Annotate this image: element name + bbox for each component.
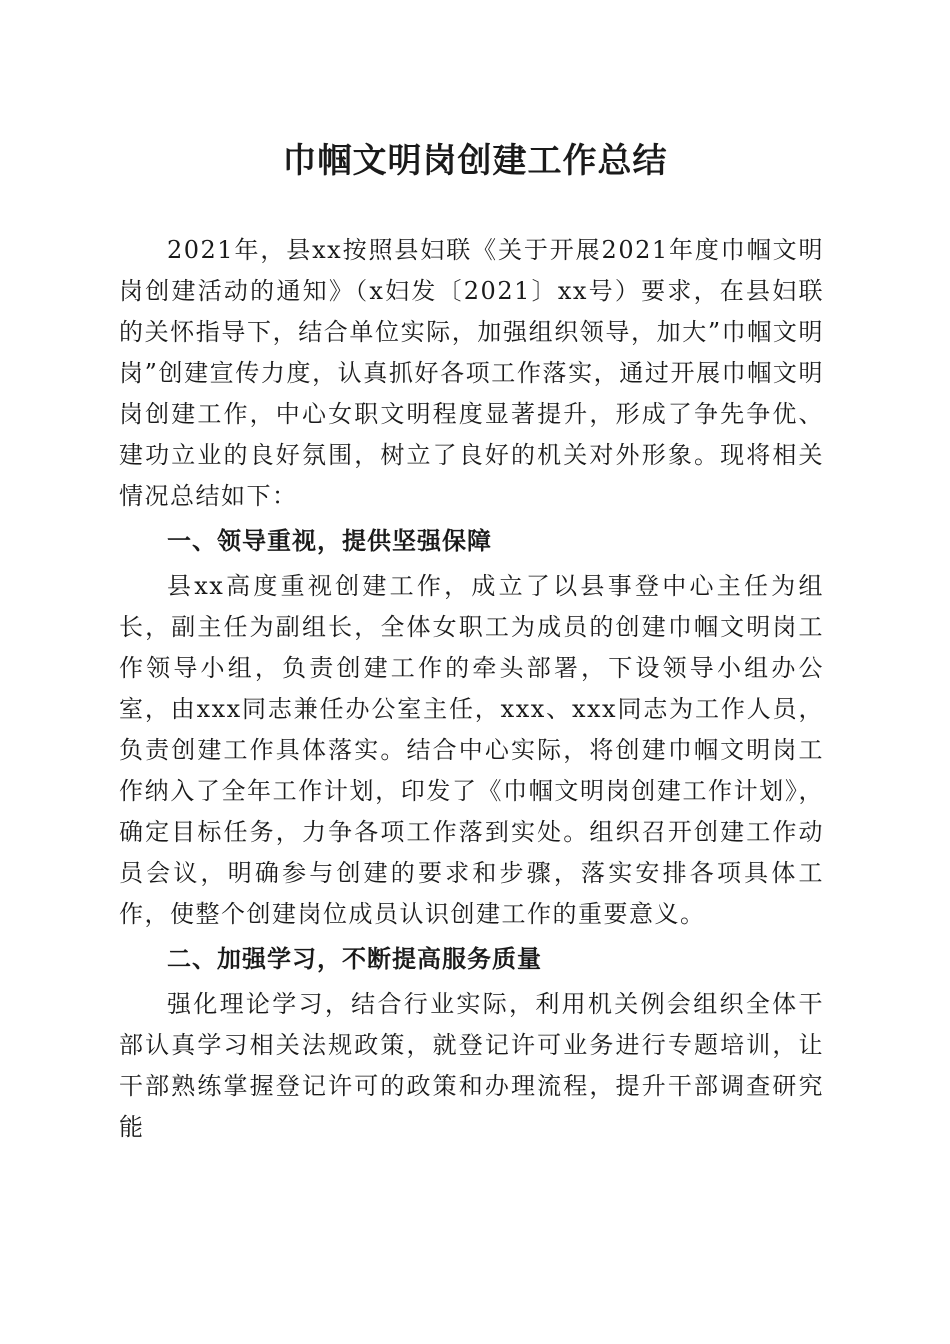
section-heading-leadership: 一、领导重视，提供坚强保障 (167, 527, 492, 555)
section-body-study: 强化理论学习，结合行业实际，利用机关例会组织全体干部认真学习相关法规政策，就登记许可业务进行专题培训，让干部熟练掌握登记许可的政策和办理流程，提升干部调查研究能 (119, 990, 824, 1141)
document-body (119, 230, 824, 1148)
section-heading-study: 二、加强学习，不断提高服务质量 (167, 945, 542, 973)
section-body-leadership: 县xx高度重视创建工作，成立了以县事登中心主任为组长，副主任为副组长，全体女职工为成员的创建巾帼文明岗工作领导小组，负责创建工作的牵头部署，下设领导小组办公室，由xxx同志兼任办公室主任，xxx、xxx同志为工作人员，负责创建工作具体落实。结合中心实际，将创建巾帼文明岗工作纳入了全年工作计划，印发了《巾帼文明岗创建工作计划》，确定目标任务，力争各项工作落到实处。组织召开创建工作动员会议，明确参与创建的要求和步骤，落实安排各项具体工作，使整个创建岗位成员认识创建工作的重要意义。 (119, 572, 824, 928)
document-title: 巾帼文明岗创建工作总结 (282, 141, 668, 181)
intro-paragraph: 2021年，县xx按照县妇联《关于开展2021年度巾帼文明岗创建活动的通知》（x妇发〔2021〕xx号）要求，在县妇联的关怀指导下，结合单位实际，加强组织领导，加大”巾帼文明岗”创建宣传力度，认真抓好各项工作落实，通过开展巾帼文明岗创建工作，中心女职文明程度显著提升，形成了争先争优、建功立业的良好氛围，树立了良好的机关对外形象。现将相关情况总结如下： (119, 236, 824, 510)
